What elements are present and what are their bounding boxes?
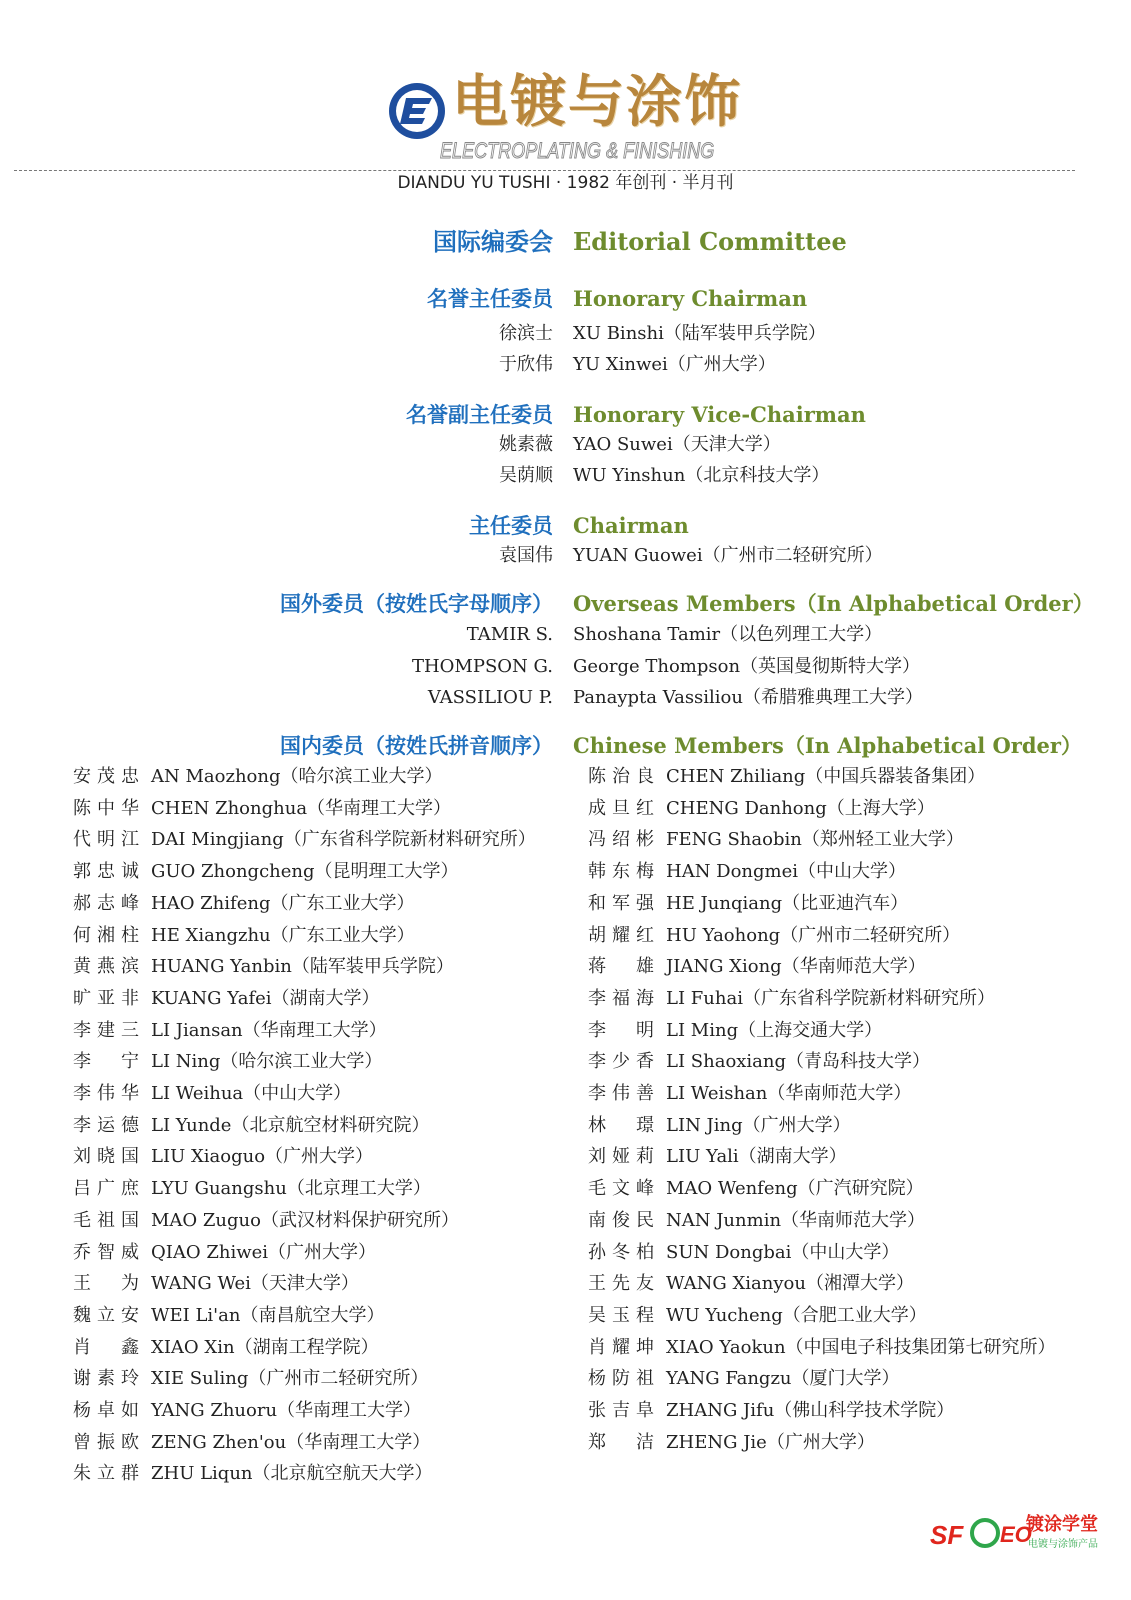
member-name-cn: 陈治良 bbox=[588, 766, 654, 787]
member-name-cn: 李福海 bbox=[588, 988, 654, 1009]
member-name-en: WU Yucheng（合肥工业大学） bbox=[666, 1305, 927, 1326]
member-name-short: TAMIR S. bbox=[466, 624, 553, 645]
member-name-cn: 李建三 bbox=[73, 1020, 139, 1041]
member-name-en: QIAO Zhiwei（广州大学） bbox=[151, 1242, 377, 1263]
member-name-en: LI Fuhai（广东省科学院新材料研究所） bbox=[666, 988, 995, 1009]
member-name-en: Panaypta Vassiliou（希腊雅典理工大学） bbox=[573, 687, 923, 708]
member-name-cn: 成旦红 bbox=[588, 798, 654, 819]
member-name-en: LI Shaoxiang（青岛科技大学） bbox=[666, 1051, 931, 1072]
member-name-en: YANG Fangzu（厦门大学） bbox=[666, 1368, 900, 1389]
member-name-cn: 刘晓国 bbox=[73, 1146, 139, 1167]
committee-heading bbox=[0, 226, 1131, 260]
header-divider bbox=[14, 170, 1075, 171]
member-name-en: XU Binshi（陆军装甲兵学院） bbox=[573, 323, 826, 344]
member-name-cn: 李明 bbox=[588, 1020, 654, 1041]
member-name-en: WANG Xianyou（湘潭大学） bbox=[666, 1273, 914, 1294]
list-item bbox=[0, 620, 1131, 650]
member-name-en: Shoshana Tamir（以色列理工大学） bbox=[573, 624, 883, 645]
member-name-cn: 肖耀坤 bbox=[588, 1337, 654, 1358]
member-name-cn: 郝志峰 bbox=[73, 893, 139, 914]
member-name-cn: 袁国伟 bbox=[499, 545, 553, 566]
section-title-en: Honorary Vice-Chairman bbox=[573, 402, 866, 427]
member-name-en: HAO Zhifeng（广东工业大学） bbox=[151, 893, 415, 914]
member-name-short: THOMPSON G. bbox=[411, 656, 553, 677]
member-name-cn: 蒋雄 bbox=[588, 956, 654, 977]
member-name-cn: 郭忠诚 bbox=[73, 861, 139, 882]
member-name-en: YANG Zhuoru（华南理工大学） bbox=[151, 1400, 422, 1421]
journal-title-en: ELECTROPLATING & FINISHING bbox=[440, 138, 715, 163]
section-title-cn: 国内委员（按姓氏拼音顺序） bbox=[280, 734, 553, 758]
member-name-cn: 李少香 bbox=[588, 1051, 654, 1072]
journal-logo-icon bbox=[388, 82, 446, 140]
member-name-en: LI Yunde（北京航空材料研究院） bbox=[151, 1115, 430, 1136]
member-name-cn: 朱立群 bbox=[73, 1463, 139, 1484]
section-heading-honorary-vice-chairman bbox=[0, 399, 1131, 433]
member-name-cn: 王为 bbox=[73, 1273, 139, 1294]
member-name-en: LI Jiansan（华南理工大学） bbox=[151, 1020, 387, 1041]
member-name-en: JIANG Xiong（华南师范大学） bbox=[666, 956, 926, 977]
list-item bbox=[0, 652, 1131, 682]
member-name-cn: 胡耀红 bbox=[588, 925, 654, 946]
member-name-en: AN Maozhong（哈尔滨工业大学） bbox=[151, 766, 443, 787]
member-name-en: NAN Junmin（华南师范大学） bbox=[666, 1210, 926, 1231]
member-name-en: YUAN Guowei（广州市二轻研究所） bbox=[573, 545, 883, 566]
member-name-en: FENG Shaobin（郑州轻工业大学） bbox=[666, 829, 964, 850]
member-name-cn: 曾振欧 bbox=[73, 1432, 139, 1453]
member-name-cn: 孙冬柏 bbox=[588, 1242, 654, 1263]
member-name-cn: 和军强 bbox=[588, 893, 654, 914]
section-heading-overseas-members bbox=[0, 588, 1131, 622]
member-name-cn: 林璟 bbox=[588, 1115, 654, 1136]
member-name-en: CHENG Danhong（上海大学） bbox=[666, 798, 935, 819]
section-title-cn: 名誉主任委员 bbox=[427, 287, 553, 311]
member-name-cn: 毛文峰 bbox=[588, 1178, 654, 1199]
member-name-en: LIU Yali（湖南大学） bbox=[666, 1146, 847, 1167]
member-name-cn: 王先友 bbox=[588, 1273, 654, 1294]
member-name-en: HU Yaohong（广州市二轻研究所） bbox=[666, 925, 961, 946]
section-title-en: Chinese Members（In Alphabetical Order） bbox=[573, 733, 1082, 758]
member-name-en: XIAO Xin（湖南工程学院） bbox=[151, 1337, 379, 1358]
section-title-cn: 国外委员（按姓氏字母顺序） bbox=[280, 592, 553, 616]
section-heading-chinese-members bbox=[0, 730, 1131, 764]
brand-ring-icon bbox=[970, 1518, 1000, 1548]
member-name-cn: 旷亚非 bbox=[73, 988, 139, 1009]
list-item bbox=[0, 541, 1131, 571]
member-name-cn: 李运德 bbox=[73, 1115, 139, 1136]
section-title-en: Overseas Members（In Alphabetical Order） bbox=[573, 591, 1094, 616]
section-title-cn: 主任委员 bbox=[469, 514, 553, 538]
member-name-cn: 吕广庶 bbox=[73, 1178, 139, 1199]
member-name-en: CHEN Zhiliang（中国兵器装备集团） bbox=[666, 766, 986, 787]
member-name-en: MAO Zuguo（武汉材料保护研究所） bbox=[151, 1210, 459, 1231]
member-name-en: ZHANG Jifu（佛山科学技术学院） bbox=[666, 1400, 955, 1421]
member-name-cn: 姚素薇 bbox=[499, 434, 553, 455]
member-name-en: ZENG Zhen'ou（华南理工大学） bbox=[151, 1432, 431, 1453]
brand-name-cn: 镀涂学堂 bbox=[1026, 1514, 1098, 1535]
member-name-cn: 李伟华 bbox=[73, 1083, 139, 1104]
member-name-en: MAO Wenfeng（广汽研究院） bbox=[666, 1178, 924, 1199]
member-name-en: HAN Dongmei（中山大学） bbox=[666, 861, 907, 882]
member-name-short: VASSILIOU P. bbox=[427, 687, 553, 708]
list-item bbox=[0, 350, 1131, 380]
member-name-cn: 李伟善 bbox=[588, 1083, 654, 1104]
member-name-en: ZHU Liqun（北京航空航天大学） bbox=[151, 1463, 433, 1484]
member-name-cn: 李宁 bbox=[73, 1051, 139, 1072]
member-name-en: LYU Guangshu（北京理工大学） bbox=[151, 1178, 431, 1199]
member-name-cn: 何湘柱 bbox=[73, 925, 139, 946]
member-name-cn: 南俊民 bbox=[588, 1210, 654, 1231]
journal-title-cn: 电镀与涂饰 bbox=[452, 69, 742, 135]
member-name-en: George Thompson（英国曼彻斯特大学） bbox=[573, 656, 921, 677]
member-name-en: HE Junqiang（比亚迪汽车） bbox=[666, 893, 909, 914]
list-item bbox=[0, 430, 1131, 460]
footer-brand-logo bbox=[930, 1512, 1110, 1562]
list-item bbox=[0, 683, 1131, 713]
member-name-en: GUO Zhongcheng（昆明理工大学） bbox=[151, 861, 459, 882]
member-name-en: DAI Mingjiang（广东省科学院新材料研究所） bbox=[151, 829, 536, 850]
section-heading-chairman bbox=[0, 510, 1131, 544]
journal-tagline: DIANDU YU TUSHI · 1982 年创刊 · 半月刊 bbox=[397, 173, 734, 193]
member-name-cn: 于欣伟 bbox=[499, 354, 553, 375]
member-name-cn: 毛祖国 bbox=[73, 1210, 139, 1231]
member-name-en: WEI Li'an（南昌航空大学） bbox=[151, 1305, 385, 1326]
section-heading-honorary-chairman bbox=[0, 283, 1131, 317]
member-name-en: HUANG Yanbin（陆军装甲兵学院） bbox=[151, 956, 454, 977]
committee-title-cn: 国际编委会 bbox=[433, 228, 553, 256]
section-title-cn: 名誉副主任委员 bbox=[406, 403, 553, 427]
member-name-cn: 杨防祖 bbox=[588, 1368, 654, 1389]
member-name-cn: 冯绍彬 bbox=[588, 829, 654, 850]
member-name-cn: 陈中华 bbox=[73, 798, 139, 819]
member-name-cn: 魏立安 bbox=[73, 1305, 139, 1326]
list-item bbox=[0, 319, 1131, 349]
member-name-cn: 吴玉程 bbox=[588, 1305, 654, 1326]
member-name-en: WANG Wei（天津大学） bbox=[151, 1273, 359, 1294]
member-name-cn: 安茂忠 bbox=[73, 766, 139, 787]
member-name-en: YAO Suwei（天津大学） bbox=[573, 434, 781, 455]
member-name-en: SUN Dongbai（中山大学） bbox=[666, 1242, 900, 1263]
brand-sf-text: SF bbox=[930, 1520, 964, 1550]
brand-subtitle: 电镀与涂饰产品 bbox=[1028, 1539, 1098, 1550]
brand-eo-text: EO bbox=[1000, 1522, 1032, 1547]
section-title-en: Honorary Chairman bbox=[573, 286, 808, 311]
member-name-cn: 张吉阜 bbox=[588, 1400, 654, 1421]
member-name-en: YU Xinwei（广州大学） bbox=[573, 354, 776, 375]
member-name-cn: 徐滨士 bbox=[499, 323, 553, 344]
member-name-en: LI Ning（哈尔滨工业大学） bbox=[151, 1051, 383, 1072]
member-name-en: LI Weihua（中山大学） bbox=[151, 1083, 352, 1104]
member-name-cn: 黄燕滨 bbox=[73, 956, 139, 977]
member-name-cn: 郑洁 bbox=[588, 1432, 654, 1453]
member-name-en: CHEN Zhonghua（华南理工大学） bbox=[151, 798, 452, 819]
member-name-en: HE Xiangzhu（广东工业大学） bbox=[151, 925, 415, 946]
section-title-en: Chairman bbox=[573, 513, 689, 538]
member-name-cn: 吴荫顺 bbox=[499, 465, 553, 486]
member-name-en: WU Yinshun（北京科技大学） bbox=[573, 465, 830, 486]
member-name-cn: 乔智威 bbox=[73, 1242, 139, 1263]
member-name-cn: 杨卓如 bbox=[73, 1400, 139, 1421]
member-name-en: KUANG Yafei（湖南大学） bbox=[151, 988, 380, 1009]
member-name-en: LIU Xiaoguo（广州大学） bbox=[151, 1146, 374, 1167]
member-name-en: LIN Jing（广州大学） bbox=[666, 1115, 851, 1136]
member-name-en: XIE Suling（广州市二轻研究所） bbox=[151, 1368, 429, 1389]
member-name-cn: 刘娅莉 bbox=[588, 1146, 654, 1167]
member-name-en: LI Weishan（华南师范大学） bbox=[666, 1083, 912, 1104]
member-name-en: XIAO Yaokun（中国电子科技集团第七研究所） bbox=[666, 1337, 1056, 1358]
committee-title-en: Editorial Committee bbox=[573, 227, 847, 256]
member-name-cn: 代明江 bbox=[73, 829, 139, 850]
member-name-cn: 韩东梅 bbox=[588, 861, 654, 882]
member-name-cn: 谢素玲 bbox=[73, 1368, 139, 1389]
list-item bbox=[0, 461, 1131, 491]
member-name-en: ZHENG Jie（广州大学） bbox=[666, 1432, 875, 1453]
member-name-en: LI Ming（上海交通大学） bbox=[666, 1020, 883, 1041]
member-name-cn: 肖鑫 bbox=[73, 1337, 139, 1358]
